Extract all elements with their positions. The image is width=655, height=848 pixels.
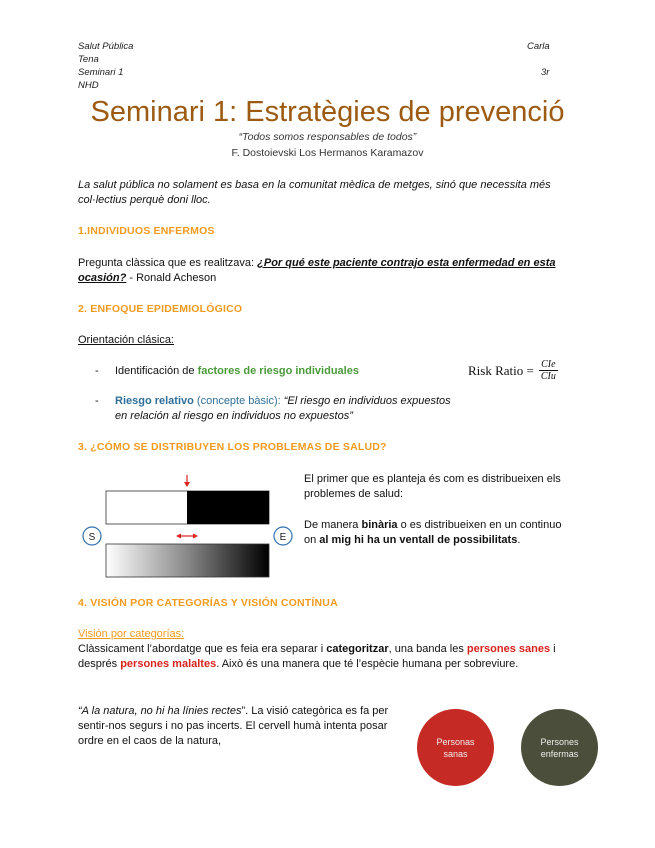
formula-denominator: CIu <box>540 371 556 382</box>
distribution-diagram <box>76 468 298 586</box>
header-name: Carla <box>527 41 550 52</box>
bullet2-note: (concepte bàsic): <box>193 395 284 407</box>
p2-mid: o es distribueixen en un continuo on <box>304 519 562 546</box>
p1-categorize: categoritzar <box>326 643 389 655</box>
epigraph-author: F. Dostoievski Los Hermanos Karamazov <box>231 147 424 159</box>
section1-question: ¿Por qué este paciente contrajo esta enfermedad en esta ocasión? <box>78 257 556 284</box>
categories-subheading: Visión por categorías: <box>78 628 185 640</box>
bullet1-prefix: Identificación de <box>115 365 198 377</box>
circle-healthy <box>417 709 494 786</box>
p1-g: . Això és una manera que té l’espècie humana per sobreviure. <box>216 658 519 670</box>
circle-healthy-label: Personas sanas <box>436 736 475 759</box>
epigraph-quote: “Todos somos responsables de todos” <box>238 131 417 143</box>
circle-sick-label: Persones enfermas <box>540 736 579 759</box>
bullet-1 <box>115 364 435 379</box>
p2-prefix: De manera <box>304 519 362 531</box>
p1-c: , una banda les <box>388 643 467 655</box>
bullet2-highlight: Riesgo relativo <box>115 395 194 407</box>
section2-subheading: Orientación clásica: <box>78 334 174 346</box>
formula-numerator: CIe <box>541 359 556 370</box>
p2-range: al mig hi ha un ventall de possibilitats <box>319 534 518 546</box>
header-surname: Tena <box>78 54 99 65</box>
header-left <box>78 40 133 92</box>
p1-a: Clàssicament l’abordatge que es feia era separar i <box>78 643 327 655</box>
bullet2-quote: “El riesgo en individuos expuestos en relación al riesgo en individuos no expuestos” <box>115 395 451 422</box>
circle-sick <box>521 709 598 786</box>
page-title: Seminari 1: Estratègies de prevenció <box>90 96 565 128</box>
header-course: Salut Pública <box>78 41 134 52</box>
section4-paragraph1 <box>78 642 568 672</box>
section1-paragraph <box>78 256 573 286</box>
p2-end: . <box>517 534 521 546</box>
section3-heading: 3. ¿CÓMO SE DISTRIBUYEN LOS PROBLEMAS DE SALUD? <box>78 441 387 453</box>
section1-heading: 1.INDIVIDUOS ENFERMOS <box>78 225 215 237</box>
section3-paragraph2 <box>304 518 569 548</box>
section4-heading: 4. VISIÓN POR CATEGORÍAS Y VISIÓN CONTÍNUA <box>78 597 338 609</box>
header-year: 3r <box>541 67 550 78</box>
bullet-dash-1: - <box>95 365 99 377</box>
formula-label: Risk Ratio = <box>468 362 534 378</box>
section4-paragraph2 <box>78 704 396 749</box>
section1-author: - Ronald Acheson <box>126 272 217 284</box>
p2-quote: “A la natura, no hi ha línies rectes <box>78 705 242 717</box>
intro-paragraph: La salut pública no solament es basa en la comunitat mèdica de metges, sinó que necessita més col·lectius perquè doni lloc. <box>78 179 551 206</box>
range-arrow-left <box>176 534 181 539</box>
binary-bar-dark-half <box>187 491 269 524</box>
s-label: S <box>88 532 96 543</box>
threshold-arrow-head <box>184 482 190 487</box>
p2-rest: ”. La visió categòrica es fa per sentir-nos segurs i no pas incerts. El cervell humà intenta posar ordre en el caos de la natura, <box>78 705 389 747</box>
header-group: NHD <box>78 80 99 91</box>
section2-heading: 2. ENFOQUE EPIDEMIOLÓGICO <box>78 303 243 315</box>
range-arrow-right <box>193 534 198 539</box>
p1-healthy: persones sanes <box>466 643 551 655</box>
risk-ratio-formula <box>468 359 558 382</box>
p2-binary: binària <box>361 519 398 531</box>
section3-paragraph1: El primer que es planteja és com es distribueixen els problemes de salud: <box>304 473 561 500</box>
e-label: E <box>279 532 287 543</box>
bullet1-highlight: factores de riesgo individuales <box>197 365 359 377</box>
header-seminar: Seminari 1 <box>78 67 124 78</box>
formula-fraction <box>539 359 558 382</box>
section1-prefix: Pregunta clàssica que es realitzava: <box>78 257 258 269</box>
p1-sick: persones malaltes <box>120 658 217 670</box>
continuum-bar <box>106 544 269 577</box>
bullet-dash-2: - <box>95 395 99 407</box>
bullet-2 <box>115 394 460 424</box>
p1-e: i després <box>78 643 556 670</box>
